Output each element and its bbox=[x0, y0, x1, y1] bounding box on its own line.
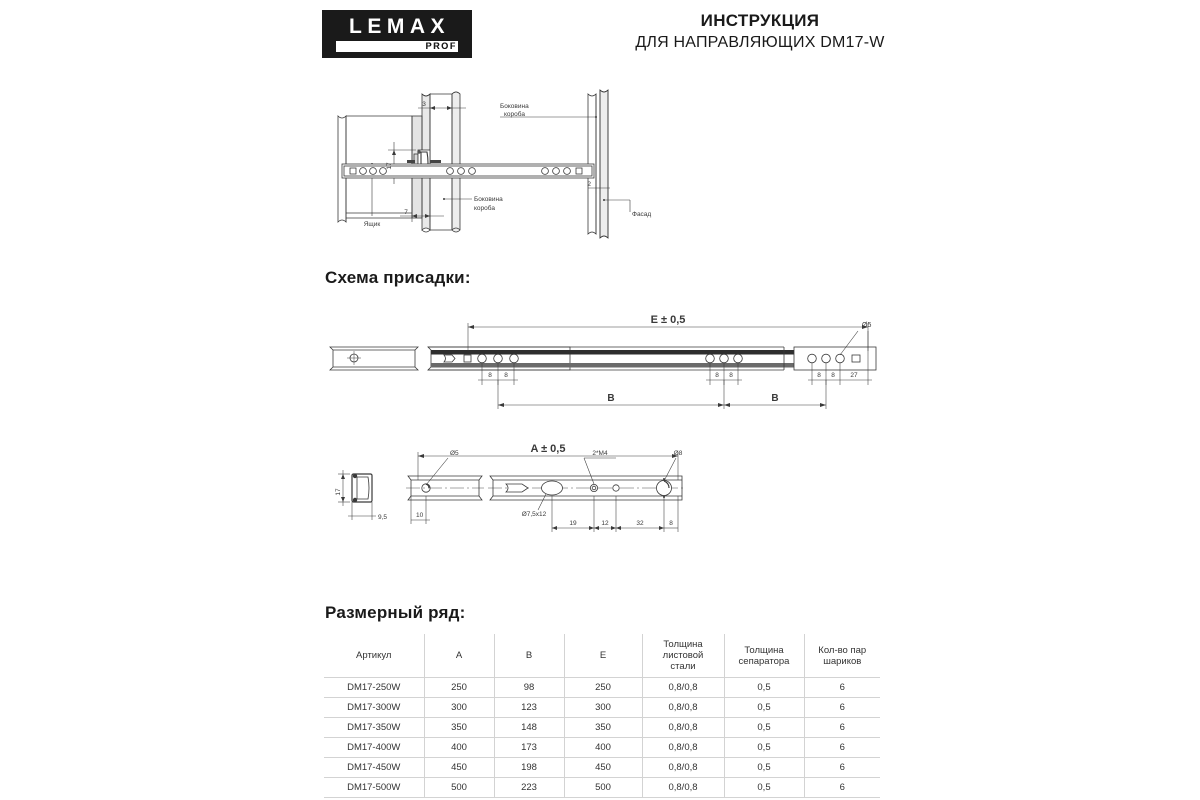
td-b: 123 bbox=[494, 698, 564, 718]
td-steel: 0,8/0,8 bbox=[642, 698, 724, 718]
label-cabinet-side-left-2: короба bbox=[474, 205, 495, 212]
td-article: DM17-450W bbox=[324, 758, 424, 778]
heading-drilling-scheme: Схема присадки: bbox=[325, 268, 471, 287]
dim-label-end-offset-27: 27 bbox=[850, 372, 858, 379]
label-front-panel: Фасад bbox=[632, 211, 652, 218]
dim-label-pitch-4: 8 bbox=[729, 372, 733, 379]
td-a: 250 bbox=[424, 678, 494, 698]
td-balls: 6 bbox=[804, 718, 880, 738]
td-article: DM17-250W bbox=[324, 678, 424, 698]
logo-sub-text: PROF bbox=[425, 41, 457, 51]
dim-label-pitch-5: 8 bbox=[817, 372, 821, 379]
th-e: Е bbox=[564, 634, 642, 678]
label-drawer: Ящик bbox=[363, 221, 381, 228]
dim-label-E: E ± 0,5 bbox=[650, 314, 686, 326]
label-cabinet-side-left-1: Боковина bbox=[474, 196, 503, 203]
th-steel-thickness: Толщина листовой стали bbox=[642, 634, 724, 678]
td-steel: 0,8/0,8 bbox=[642, 758, 724, 778]
dim-label-10: 10 bbox=[416, 512, 424, 519]
td-e: 250 bbox=[564, 678, 642, 698]
td-b: 173 bbox=[494, 738, 564, 758]
dim-label-17: 17 bbox=[386, 162, 393, 170]
td-balls: 6 bbox=[804, 778, 880, 798]
td-article: DM17-400W bbox=[324, 738, 424, 758]
td-a: 400 bbox=[424, 738, 494, 758]
td-e: 500 bbox=[564, 778, 642, 798]
table-row bbox=[324, 678, 880, 698]
dim-label-3: 3 bbox=[422, 101, 426, 108]
td-a: 350 bbox=[424, 718, 494, 738]
mounting-diagrams bbox=[330, 82, 870, 247]
th-article: Артикул bbox=[324, 634, 424, 678]
dim-label-profile-height: 17 bbox=[335, 488, 342, 496]
td-steel: 0,8/0,8 bbox=[642, 678, 724, 698]
td-separator: 0,5 bbox=[724, 678, 804, 698]
drilling-scheme-diagram bbox=[318, 305, 888, 415]
rail-left-piece bbox=[406, 476, 484, 500]
page-subtitle: ДЛЯ НАПРАВЛЯЮЩИХ DM17-W bbox=[635, 34, 885, 51]
td-balls: 6 bbox=[804, 738, 880, 758]
td-b: 223 bbox=[494, 778, 564, 798]
td-separator: 0,5 bbox=[724, 718, 804, 738]
th-a: А bbox=[424, 634, 494, 678]
td-separator: 0,5 bbox=[724, 738, 804, 758]
dim-label-hole-d8: Ø8 bbox=[673, 450, 683, 457]
dim-label-B-left: B bbox=[607, 393, 615, 404]
table-row bbox=[324, 698, 880, 718]
table-row bbox=[324, 738, 880, 758]
dim-label-8-rail: 8 bbox=[669, 520, 673, 527]
td-separator: 0,5 bbox=[724, 778, 804, 798]
table-header-row bbox=[324, 634, 880, 678]
dim-label-pitch-3: 8 bbox=[715, 372, 719, 379]
dim-label-2: 2 bbox=[587, 181, 591, 188]
lemax-prof-logo bbox=[322, 10, 472, 58]
dim-label-7: 7 bbox=[404, 209, 408, 216]
td-steel: 0,8/0,8 bbox=[642, 718, 724, 738]
heading-size-range: Размерный ряд: bbox=[325, 603, 466, 622]
td-balls: 6 bbox=[804, 698, 880, 718]
td-a: 500 bbox=[424, 778, 494, 798]
logo-underbar bbox=[336, 41, 458, 52]
td-separator: 0,5 bbox=[724, 758, 804, 778]
td-article: DM17-500W bbox=[324, 778, 424, 798]
td-balls: 6 bbox=[804, 678, 880, 698]
logo-wordmark: LEMAX bbox=[349, 15, 450, 38]
page-header bbox=[0, 0, 1200, 72]
label-cabinet-side-right-1: Боковина bbox=[500, 103, 529, 110]
dim-label-pitch-1: 8 bbox=[488, 372, 492, 379]
page-title: ИНСТРУКЦИЯ bbox=[700, 11, 820, 30]
dim-label-pitch-2: 8 bbox=[504, 372, 508, 379]
dim-label-19: 19 bbox=[569, 520, 577, 527]
dim-label-oval-slot: Ø7,5x12 bbox=[521, 511, 547, 518]
dim-label-32: 32 bbox=[636, 520, 644, 527]
td-b: 198 bbox=[494, 758, 564, 778]
dim-label-profile-width: 9,5 bbox=[378, 514, 388, 521]
td-b: 148 bbox=[494, 718, 564, 738]
size-range-table bbox=[324, 634, 880, 798]
th-ball-pairs: Кол-во пар шариков bbox=[804, 634, 880, 678]
table-row bbox=[324, 718, 880, 738]
td-e: 300 bbox=[564, 698, 642, 718]
document-title-block bbox=[600, 10, 920, 54]
rail-cross-section bbox=[338, 470, 376, 520]
td-e: 450 bbox=[564, 758, 642, 778]
rail-main-piece bbox=[488, 476, 686, 500]
dim-label-diameter-5: Ø5 bbox=[862, 322, 872, 329]
label-cabinet-side-right-2: короба bbox=[504, 111, 525, 118]
scheme-left-piece bbox=[330, 347, 418, 370]
dim-label-hole-m4: 2*M4 bbox=[592, 450, 608, 457]
dim-label-12: 12 bbox=[601, 520, 609, 527]
td-article: DM17-300W bbox=[324, 698, 424, 718]
td-separator: 0,5 bbox=[724, 698, 804, 718]
dim-label-pitch-6: 8 bbox=[831, 372, 835, 379]
td-e: 350 bbox=[564, 718, 642, 738]
dim-label-hole-d5: Ø5 bbox=[450, 450, 459, 457]
td-balls: 6 bbox=[804, 758, 880, 778]
td-steel: 0,8/0,8 bbox=[642, 778, 724, 798]
td-a: 300 bbox=[424, 698, 494, 718]
td-a: 450 bbox=[424, 758, 494, 778]
td-b: 98 bbox=[494, 678, 564, 698]
td-article: DM17-350W bbox=[324, 718, 424, 738]
dim-label-B-right: B bbox=[771, 393, 779, 404]
th-separator-thickness: Толщина сепаратора bbox=[724, 634, 804, 678]
td-e: 400 bbox=[564, 738, 642, 758]
rail-detail-diagram bbox=[330, 440, 730, 545]
scheme-right-piece bbox=[794, 347, 876, 370]
dim-label-A: A ± 0,5 bbox=[530, 443, 566, 455]
th-b: В bbox=[494, 634, 564, 678]
table-row bbox=[324, 758, 880, 778]
td-steel: 0,8/0,8 bbox=[642, 738, 724, 758]
table-row bbox=[324, 778, 880, 798]
